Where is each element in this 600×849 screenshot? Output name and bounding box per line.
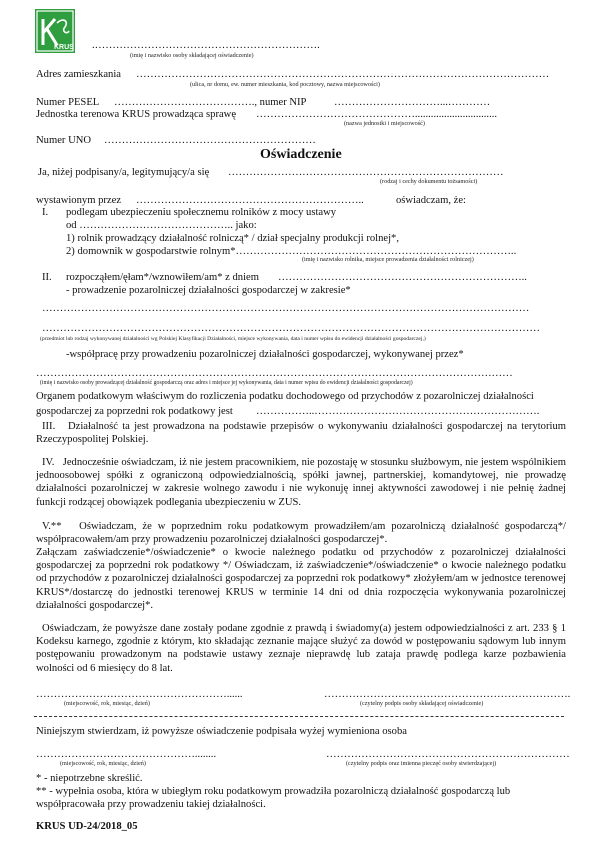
section-ii-line1: rozpocząłem/ęłam*/wznowiłem/am* z dniem (66, 272, 259, 283)
place-date-caption-1: (miejscowość, rok, miesiąc, dzień) (64, 700, 150, 707)
signature-field-1[interactable]: ……………………………………………………………. (324, 689, 571, 700)
issued-by-label: wystawionym przez (36, 195, 122, 206)
id-document-caption: (rodzaj i cechy dokumentu tożsamości) (380, 178, 478, 185)
tax-office-field[interactable]: ……………..………………………………………………………. (256, 406, 540, 417)
section-iii: III. Działalność ta jest prowadzona na podstawie przepisów o wykonywaniu działalności gospodarczej na terytorium Rzeczypospolitej Polskiej. (36, 421, 566, 446)
unit-label: Jednostka terenowa KRUS prowadząca sprawę (36, 109, 237, 120)
declare-text: oświadczam, że: (396, 195, 467, 206)
document-title: Oświadczenie (260, 147, 342, 162)
section-i-caption: (imię i nazwisko rolnika, miejsce prowadzenia działalności rolniczej) (302, 256, 474, 263)
section-i-date-field[interactable]: od …………………………………….. jako: (66, 220, 257, 231)
svg-text:KRUS: KRUS (54, 44, 74, 51)
uno-field[interactable]: …………………………………………………… (104, 135, 316, 146)
place-date-caption-2: (miejscowość, rok, miesiąc, dzień) (60, 760, 146, 767)
section-i-option-2[interactable]: 2) domownik w gospodarstwie rolnym*…………………………………………………………………….. (66, 246, 517, 257)
unit-field[interactable]: ………………………………………............................... (256, 109, 498, 120)
section-ii-cooperation-field[interactable]: ……………………………………………………………………………………………………………………… (36, 368, 513, 379)
place-date-field-2[interactable]: ………………………………………........ (36, 749, 217, 760)
uno-label: Numer UNO (36, 135, 92, 146)
section-iv: IV. Jednocześnie oświadczam, iż nie jestem pracownikiem, nie pozostaję w stosunku służbowym, nie jestem wspólnikiem jednoosobowej spółki z ograniczoną odpowiedzialnością, spółki jawnej, partnerskiej, komandytowej, nie prowadzę działalności pozarolniczej w zakresie wolnego zawodu i nie wykonuję innej aktywności zawodowej i nie pełnię żadnej funkcji rodzącej obowiązek podlegania ubezpieczeniu w ZUS. (36, 457, 566, 508)
section-v-attachment: Załączam zaświadczenie*/oświadczenie* o kwocie należnego podatku od przychodów z pozarolniczej działalności gospodarczej za poprzedni rok podatkowy */ Oświadczam, iż zaświadczenie*/oświadczenie* o kwocie należnego podatku od przychodów z pozarolniczej działalności gospodarczej za poprzedni rok podatkowy* złożyłem/am w jednostce terenowej KRUS*/dostarczę do jednostki terenowej KRUS w terminie 14 dni od dnia rozpoczęcia wykonywania pozarolniczej działalności gospodarczej*. (36, 547, 566, 611)
section-ii-line2: - prowadzenie pozarolniczej działalności gospodarczej w zakresie* (66, 285, 351, 296)
pesel-label: Numer PESEL (36, 97, 100, 108)
unit-caption: (nazwa jednostki i miejscowość) (344, 120, 425, 127)
section-v: V.** Oświadczam, że w poprzednim roku podatkowym prowadziłem/am pozarolniczą działalność gospodarczą*/ współpracowałem/am przy prowadzeniu pozarolniczej działalności gospodarczej*. (36, 521, 566, 546)
footnote-double-star-2: współpracowała przy prowadzeniu takiej działalności. (36, 799, 266, 810)
section-ii-scope-field-1[interactable]: ………………………………………………………………………………………………………………………… (42, 303, 530, 314)
footnote-double-star-1: ** - wypełnia osoba, która w ubiegłym roku podatkowym prowadziła pozarolniczą działalność gospodarczą lub (36, 786, 511, 797)
signature-caption-2: (czytelny podpis oraz imienna pieczęć osoby stwierdzającej) (346, 760, 497, 767)
confirmation-text: Niniejszym stwierdzam, iż powyższe oświadczenie podpisała wyżej wymieniona osoba (36, 726, 407, 737)
section-ii-scope-field-2[interactable]: …………………………………………………………………………………………………………………………… (42, 323, 540, 334)
id-document-field[interactable]: …………………………………………………………………… (228, 167, 504, 178)
tax-office-line1: Organem podatkowym właściwym do rozliczenia podatku dochodowego od przychodów z pozarolniczej działalności (36, 391, 534, 402)
footnote-star: * - niepotrzebne skreślić. (36, 773, 143, 784)
name-caption: (imię i nazwisko osoby składającej oświadczenie) (130, 52, 254, 59)
signature-field-2[interactable]: …………………………………………………………… (326, 749, 570, 760)
signature-caption-1: (czytelny podpis osoby składającej oświadczenie) (360, 700, 484, 707)
section-ii-scope-caption: (przedmiot lub rodzaj wykonywanej działalności wg Polskiej Klasyfikacji Działalności, miejsce wykonywania, data i numer wpisu do ewidencji działalności gospodarczej,) (40, 336, 426, 342)
place-date-field-1[interactable]: ………………………………………………...... (36, 689, 243, 700)
nip-field[interactable]: …………………………...………… (334, 97, 491, 108)
address-field[interactable]: ……………………………………………………………………………………………………… (136, 69, 550, 80)
krus-logo (35, 9, 75, 53)
intro-text: Ja, niżej podpisany/a, legitymujący/a się (38, 167, 210, 178)
section-ii-cooperation: -współpracę przy prowadzeniu pozarolniczej działalności gospodarczej, wykonywanej przez* (66, 349, 464, 360)
section-ii-date-field[interactable]: …………………………………………………………….. (278, 272, 527, 283)
name-line[interactable]: .………………………………………………………. (92, 40, 320, 51)
form-code: KRUS UD-24/2018_05 (36, 821, 138, 832)
criminal-liability-declaration: Oświadczam, że powyższe dane zostały podane zgodnie z prawdą i świadomy(a) jestem odpowiedzialności z art. 233 § 1 Kodeksu karnego, zgodnie z którym, kto składając zeznanie mające służyć za dowód w postępowaniu sądowym lub innym postępowaniu prowadzonym na podstawie ustawy zeznaje nieprawdę lub zataja prawdę podlega karze pozbawienia wolności od 6 miesięcy do 8 lat. (36, 623, 566, 674)
address-label: Adres zamieszkania (36, 69, 122, 80)
separator-line (34, 716, 564, 717)
tax-office-line2: gospodarczej za poprzedni rok podatkowy jest (36, 406, 233, 417)
issued-by-field[interactable]: ……………………………………………………….. (136, 195, 364, 206)
pesel-field[interactable]: …………………………………., numer NIP (114, 97, 307, 108)
section-i-line1: podlegam ubezpieczeniu społecznemu rolników z mocy ustawy (66, 207, 337, 218)
section-ii-number: II. (42, 272, 52, 283)
section-ii-cooperation-caption: (imię i nazwisko osoby prowadzącej działalność gospodarczą oraz adres i miejsce jej wykonywania, data i numer wpisu do ewidencji działalności gospodarczej) (40, 380, 413, 386)
address-caption: (ulica, nr domu, ew. numer mieszkania, kod pocztowy, nazwa miejscowości) (190, 81, 380, 88)
section-i-option-1: 1) rolnik prowadzący działalność rolniczą* / dział specjalny produkcji rolnej*, (66, 233, 399, 244)
section-i-number: I. (42, 207, 49, 218)
